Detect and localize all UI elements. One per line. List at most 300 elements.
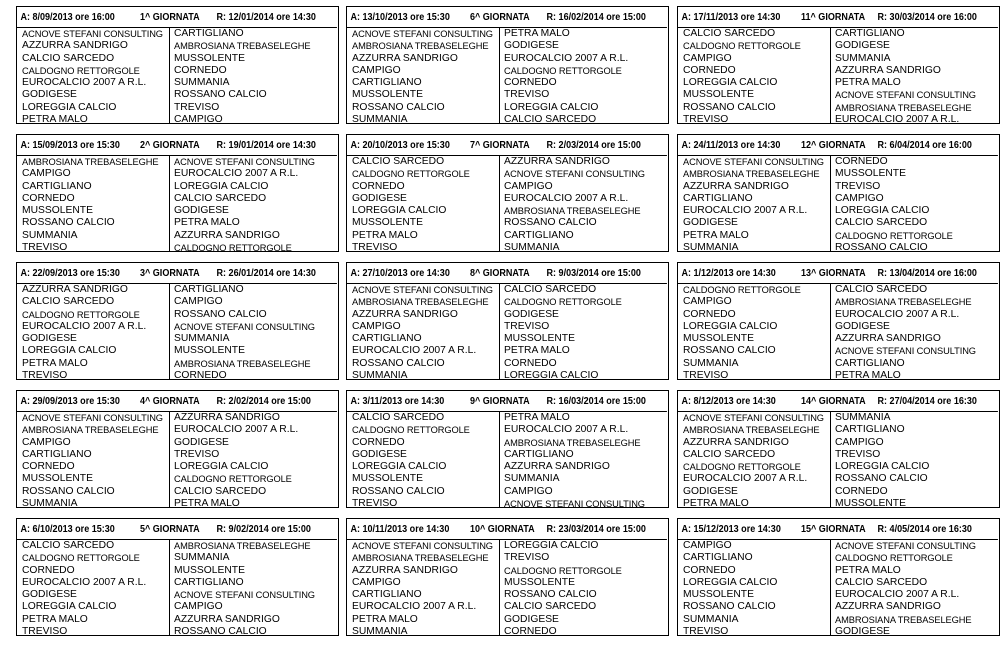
match-row bbox=[678, 333, 999, 345]
home-team: AMBROSIANA TREBASELEGHE bbox=[22, 425, 159, 436]
home-team: AMBROSIANA TREBASELEGHE bbox=[22, 157, 159, 167]
home-team: CAMPIGO bbox=[22, 436, 71, 448]
away-team: CARTIGLIANO bbox=[174, 284, 244, 295]
match-row bbox=[678, 412, 999, 424]
away-team: ACNOVE STEFANI CONSULTING bbox=[504, 499, 645, 510]
match-row bbox=[347, 321, 668, 333]
match-row bbox=[678, 601, 999, 613]
away-team: PETRA MALO bbox=[835, 77, 901, 89]
andata-date: A: 17/11/2013 ore 14:30 bbox=[681, 11, 781, 23]
home-team: CALDOGNO RETTORGOLE bbox=[683, 462, 801, 473]
round-header bbox=[17, 519, 337, 540]
giornata-label: 12^ GIORNATA bbox=[800, 139, 866, 151]
home-team: CALCIO SARCEDO bbox=[22, 296, 115, 308]
match-row bbox=[17, 193, 338, 205]
home-team: ACNOVE STEFANI CONSULTING bbox=[352, 29, 493, 39]
match-row bbox=[347, 102, 668, 114]
giornata-label: 2^ GIORNATA bbox=[139, 139, 200, 151]
home-team: ACNOVE STEFANI CONSULTING bbox=[683, 157, 824, 167]
home-team: AZZURRA SANDRIGO bbox=[22, 284, 128, 295]
match-row bbox=[17, 577, 338, 589]
home-team: SUMMANIA bbox=[352, 370, 408, 382]
match-row bbox=[347, 168, 668, 180]
home-team: CALDOGNO RETTORGOLE bbox=[352, 425, 470, 436]
home-team: ACNOVE STEFANI CONSULTING bbox=[22, 29, 163, 39]
match-row bbox=[17, 565, 338, 577]
away-team: CARTIGLIANO bbox=[504, 448, 574, 460]
match-row bbox=[347, 309, 668, 321]
away-team: CARTIGLIANO bbox=[835, 28, 905, 39]
home-team: CARTIGLIANO bbox=[22, 180, 92, 192]
away-team: AMBROSIANA TREBASELEGHE bbox=[835, 297, 972, 308]
match-row bbox=[17, 412, 338, 424]
match-row bbox=[347, 614, 668, 626]
away-team: SUMMANIA bbox=[835, 52, 891, 64]
away-team: MUSSOLENTE bbox=[174, 564, 245, 576]
match-list bbox=[347, 540, 668, 638]
match-row bbox=[17, 437, 338, 449]
home-team: EUROCALCIO 2007 A R.L. bbox=[22, 576, 147, 588]
match-list bbox=[347, 412, 668, 510]
match-row bbox=[17, 424, 338, 436]
match-list bbox=[678, 412, 999, 510]
home-team: CALCIO SARCEDO bbox=[352, 156, 445, 167]
away-team: SUMMANIA bbox=[174, 333, 230, 345]
away-team: EUROCALCIO 2007 A R.L. bbox=[835, 308, 960, 320]
round-box bbox=[346, 262, 669, 380]
giornata-label: 5^ GIORNATA bbox=[139, 523, 200, 535]
match-row bbox=[678, 230, 999, 242]
away-team: CARTIGLIANO bbox=[504, 229, 574, 241]
home-team: ROSSANO CALCIO bbox=[22, 485, 115, 497]
away-team: LOREGGIA CALCIO bbox=[504, 540, 599, 551]
match-row bbox=[678, 577, 999, 589]
match-row bbox=[678, 309, 999, 321]
home-team: TREVISO bbox=[352, 242, 398, 254]
away-team: CORNEDO bbox=[174, 370, 227, 382]
round-box bbox=[346, 134, 669, 252]
home-team: CALCIO SARCEDO bbox=[683, 448, 776, 460]
home-team: CALCIO SARCEDO bbox=[352, 412, 445, 423]
match-row bbox=[17, 40, 338, 52]
away-team: EUROCALCIO 2007 A R.L. bbox=[504, 192, 629, 204]
home-team: LOREGGIA CALCIO bbox=[352, 461, 447, 473]
match-row bbox=[678, 449, 999, 461]
match-list bbox=[678, 156, 999, 254]
match-row bbox=[347, 577, 668, 589]
home-team: EUROCALCIO 2007 A R.L. bbox=[683, 473, 808, 485]
match-row bbox=[347, 498, 668, 510]
match-row bbox=[347, 626, 668, 638]
giornata-label: 15^ GIORNATA bbox=[800, 523, 866, 535]
round-box bbox=[677, 390, 1000, 508]
away-team: CORNEDO bbox=[835, 156, 888, 167]
match-row bbox=[347, 412, 668, 424]
away-team: ROSSANO CALCIO bbox=[835, 473, 928, 485]
away-team: ROSSANO CALCIO bbox=[174, 308, 267, 320]
home-team: PETRA MALO bbox=[352, 613, 418, 625]
ritorno-date: R: 26/01/2014 ore 14:30 bbox=[216, 267, 316, 279]
away-team: LOREGGIA CALCIO bbox=[504, 370, 599, 382]
match-row bbox=[17, 321, 338, 333]
home-team: ROSSANO CALCIO bbox=[22, 217, 115, 229]
away-team: CALCIO SARCEDO bbox=[504, 601, 597, 613]
match-row bbox=[17, 181, 338, 193]
home-team: TREVISO bbox=[22, 626, 68, 638]
away-team: ACNOVE STEFANI CONSULTING bbox=[835, 90, 976, 101]
home-team: AMBROSIANA TREBASELEGHE bbox=[352, 297, 489, 308]
away-team: EUROCALCIO 2007 A R.L. bbox=[504, 52, 629, 64]
away-team: TREVISO bbox=[504, 552, 550, 564]
home-team: AZZURRA SANDRIGO bbox=[352, 564, 458, 576]
home-team: CARTIGLIANO bbox=[683, 192, 753, 204]
giornata-label: 11^ GIORNATA bbox=[800, 11, 866, 23]
match-row bbox=[678, 181, 999, 193]
home-team: CORNEDO bbox=[22, 564, 75, 576]
away-team: MUSSOLENTE bbox=[835, 168, 906, 180]
away-team: CARTIGLIANO bbox=[174, 28, 244, 39]
match-row bbox=[678, 28, 999, 40]
away-team: ACNOVE STEFANI CONSULTING bbox=[504, 169, 645, 180]
home-team: GODIGESE bbox=[683, 485, 738, 497]
away-team: ROSSANO CALCIO bbox=[835, 242, 928, 254]
match-list bbox=[347, 156, 668, 254]
home-team: SUMMANIA bbox=[683, 357, 739, 369]
match-row bbox=[347, 28, 668, 40]
match-row bbox=[347, 449, 668, 461]
home-team: CARTIGLIANO bbox=[352, 77, 422, 89]
home-team: EUROCALCIO 2007 A R.L. bbox=[22, 320, 147, 332]
home-team: GODIGESE bbox=[22, 333, 77, 345]
round-box bbox=[16, 518, 339, 636]
away-team: GODIGESE bbox=[504, 40, 559, 52]
giornata-label: 1^ GIORNATA bbox=[139, 11, 200, 23]
home-team: AMBROSIANA TREBASELEGHE bbox=[352, 553, 489, 564]
round-box bbox=[677, 134, 1000, 252]
round-header bbox=[678, 519, 998, 540]
home-team: CARTIGLIANO bbox=[352, 589, 422, 601]
home-team: MUSSOLENTE bbox=[352, 217, 423, 229]
away-team: TREVISO bbox=[174, 448, 220, 460]
home-team: PETRA MALO bbox=[22, 613, 88, 625]
away-team: CALDOGNO RETTORGOLE bbox=[835, 230, 953, 241]
home-team: GODIGESE bbox=[22, 89, 77, 101]
match-row bbox=[17, 626, 338, 638]
home-team: CAMPIGO bbox=[352, 576, 401, 588]
match-row bbox=[678, 284, 999, 296]
home-team: SUMMANIA bbox=[352, 626, 408, 638]
home-team: CALCIO SARCEDO bbox=[683, 28, 776, 39]
home-team: AMBROSIANA TREBASELEGHE bbox=[683, 169, 820, 180]
home-team: MUSSOLENTE bbox=[22, 205, 93, 217]
away-team: CAMPIGO bbox=[835, 436, 884, 448]
andata-date: A: 3/11/2013 ore 14:30 bbox=[350, 395, 445, 407]
home-team: EUROCALCIO 2007 A R.L. bbox=[22, 77, 147, 89]
match-row bbox=[678, 486, 999, 498]
match-row bbox=[678, 205, 999, 217]
andata-date: A: 20/10/2013 ore 15:30 bbox=[350, 139, 450, 151]
ritorno-date: R: 4/05/2014 ore 16:30 bbox=[877, 523, 972, 535]
away-team: CORNEDO bbox=[504, 77, 557, 89]
match-row bbox=[347, 230, 668, 242]
match-row bbox=[17, 205, 338, 217]
home-team: AZZURRA SANDRIGO bbox=[683, 436, 789, 448]
match-row bbox=[678, 168, 999, 180]
home-team: CALCIO SARCEDO bbox=[22, 540, 115, 551]
home-team: ROSSANO CALCIO bbox=[683, 345, 776, 357]
home-team: CALDOGNO RETTORGOLE bbox=[22, 65, 140, 76]
home-team: SUMMANIA bbox=[22, 229, 78, 241]
match-row bbox=[17, 333, 338, 345]
away-team: PETRA MALO bbox=[504, 412, 570, 423]
home-team: AMBROSIANA TREBASELEGHE bbox=[683, 425, 820, 436]
round-header bbox=[17, 135, 337, 156]
home-team: ACNOVE STEFANI CONSULTING bbox=[352, 541, 493, 551]
away-team: AZZURRA SANDRIGO bbox=[835, 601, 941, 613]
match-list bbox=[678, 28, 999, 126]
home-team: TREVISO bbox=[683, 626, 729, 638]
giornata-label: 9^ GIORNATA bbox=[469, 395, 530, 407]
round-header bbox=[347, 135, 667, 156]
ritorno-date: R: 23/03/2014 ore 15:00 bbox=[546, 523, 646, 535]
ritorno-date: R: 9/02/2014 ore 15:00 bbox=[216, 523, 311, 535]
match-row bbox=[678, 424, 999, 436]
away-team: CAMPIGO bbox=[504, 485, 553, 497]
round-box bbox=[346, 6, 669, 124]
andata-date: A: 27/10/2013 ore 14:30 bbox=[350, 267, 450, 279]
round-header bbox=[678, 263, 998, 284]
match-row bbox=[678, 217, 999, 229]
match-row bbox=[678, 345, 999, 357]
match-row bbox=[17, 77, 338, 89]
away-team: CALDOGNO RETTORGOLE bbox=[174, 474, 292, 485]
home-team: LOREGGIA CALCIO bbox=[683, 576, 778, 588]
match-row bbox=[678, 540, 999, 552]
away-team: LOREGGIA CALCIO bbox=[835, 461, 930, 473]
match-row bbox=[678, 565, 999, 577]
match-row bbox=[678, 437, 999, 449]
away-team: CORNEDO bbox=[835, 485, 888, 497]
away-team: ACNOVE STEFANI CONSULTING bbox=[174, 157, 315, 167]
away-team: CORNEDO bbox=[504, 357, 557, 369]
match-row bbox=[17, 168, 338, 180]
match-row bbox=[17, 89, 338, 101]
away-team: MUSSOLENTE bbox=[504, 333, 575, 345]
giornata-label: 14^ GIORNATA bbox=[800, 395, 866, 407]
round-header bbox=[17, 7, 337, 28]
home-team: AZZURRA SANDRIGO bbox=[22, 40, 128, 52]
round-header bbox=[17, 263, 337, 284]
round-header bbox=[347, 391, 667, 412]
round-box bbox=[16, 134, 339, 252]
round-header bbox=[347, 263, 667, 284]
match-row bbox=[678, 242, 999, 254]
andata-date: A: 6/10/2013 ore 15:30 bbox=[20, 523, 115, 535]
away-team: LOREGGIA CALCIO bbox=[174, 180, 269, 192]
away-team: TREVISO bbox=[835, 180, 881, 192]
match-row bbox=[347, 53, 668, 65]
match-row bbox=[347, 358, 668, 370]
home-team: LOREGGIA CALCIO bbox=[352, 205, 447, 217]
match-row bbox=[678, 65, 999, 77]
away-team: SUMMANIA bbox=[174, 552, 230, 564]
match-list bbox=[678, 540, 999, 638]
match-row bbox=[17, 284, 338, 296]
match-list bbox=[678, 284, 999, 382]
match-row bbox=[678, 614, 999, 626]
match-row bbox=[347, 65, 668, 77]
away-team: CAMPIGO bbox=[174, 601, 223, 613]
home-team: EUROCALCIO 2007 A R.L. bbox=[352, 601, 477, 613]
home-team: PETRA MALO bbox=[352, 229, 418, 241]
match-list bbox=[347, 28, 668, 126]
away-team: CALCIO SARCEDO bbox=[504, 284, 597, 295]
away-team: CAMPIGO bbox=[835, 192, 884, 204]
away-team: ACNOVE STEFANI CONSULTING bbox=[174, 590, 315, 601]
away-team: AMBROSIANA TREBASELEGHE bbox=[174, 41, 311, 52]
match-row bbox=[347, 424, 668, 436]
away-team: AZZURRA SANDRIGO bbox=[174, 412, 280, 423]
match-row bbox=[678, 40, 999, 52]
away-team: CORNEDO bbox=[174, 64, 227, 76]
match-row bbox=[678, 77, 999, 89]
match-row bbox=[347, 437, 668, 449]
away-team: ROSSANO CALCIO bbox=[174, 89, 267, 101]
ritorno-date: R: 19/01/2014 ore 14:30 bbox=[216, 139, 316, 151]
match-row bbox=[347, 89, 668, 101]
home-team: CARTIGLIANO bbox=[352, 333, 422, 345]
home-team: CAMPIGO bbox=[352, 320, 401, 332]
away-team: ROSSANO CALCIO bbox=[174, 626, 267, 638]
home-team: LOREGGIA CALCIO bbox=[683, 320, 778, 332]
match-row bbox=[347, 565, 668, 577]
giornata-label: 4^ GIORNATA bbox=[139, 395, 200, 407]
match-row bbox=[678, 370, 999, 382]
away-team: AMBROSIANA TREBASELEGHE bbox=[835, 102, 972, 113]
match-list bbox=[17, 540, 338, 638]
home-team: CORNEDO bbox=[22, 461, 75, 473]
away-team: PETRA MALO bbox=[174, 217, 240, 229]
round-box bbox=[16, 6, 339, 124]
match-row bbox=[347, 193, 668, 205]
home-team: ROSSANO CALCIO bbox=[683, 101, 776, 113]
andata-date: A: 29/09/2013 ore 15:30 bbox=[20, 395, 120, 407]
match-row bbox=[17, 370, 338, 382]
round-header bbox=[17, 391, 337, 412]
round-box bbox=[16, 262, 339, 380]
away-team: MUSSOLENTE bbox=[174, 345, 245, 357]
home-team: PETRA MALO bbox=[22, 114, 88, 126]
match-row bbox=[678, 498, 999, 510]
home-team: TREVISO bbox=[352, 498, 398, 510]
away-team: GODIGESE bbox=[174, 436, 229, 448]
round-header bbox=[678, 391, 998, 412]
home-team: CAMPIGO bbox=[22, 168, 71, 180]
away-team: AMBROSIANA TREBASELEGHE bbox=[835, 614, 972, 625]
home-team: CORNEDO bbox=[352, 436, 405, 448]
match-row bbox=[678, 358, 999, 370]
match-row bbox=[17, 449, 338, 461]
match-row bbox=[17, 114, 338, 126]
home-team: ROSSANO CALCIO bbox=[683, 601, 776, 613]
andata-date: A: 15/09/2013 ore 15:30 bbox=[20, 139, 120, 151]
home-team: CAMPIGO bbox=[352, 64, 401, 76]
match-row bbox=[678, 193, 999, 205]
andata-date: A: 10/11/2013 ore 14:30 bbox=[350, 523, 450, 535]
away-team: SUMMANIA bbox=[504, 242, 560, 254]
match-row bbox=[678, 102, 999, 114]
away-team: LOREGGIA CALCIO bbox=[504, 101, 599, 113]
home-team: PETRA MALO bbox=[683, 498, 749, 510]
home-team: TREVISO bbox=[683, 114, 729, 126]
match-row bbox=[17, 102, 338, 114]
away-team: ACNOVE STEFANI CONSULTING bbox=[174, 321, 315, 332]
home-team: ACNOVE STEFANI CONSULTING bbox=[683, 413, 824, 423]
match-row bbox=[17, 589, 338, 601]
match-row bbox=[17, 309, 338, 321]
away-team: CAMPIGO bbox=[504, 180, 553, 192]
giornata-label: 8^ GIORNATA bbox=[469, 267, 530, 279]
away-team: PETRA MALO bbox=[174, 498, 240, 510]
home-team: MUSSOLENTE bbox=[683, 589, 754, 601]
match-row bbox=[347, 589, 668, 601]
ritorno-date: R: 12/01/2014 ore 14:30 bbox=[216, 11, 316, 23]
match-list bbox=[17, 28, 338, 126]
home-team: ACNOVE STEFANI CONSULTING bbox=[22, 413, 163, 423]
away-team: AZZURRA SANDRIGO bbox=[835, 333, 941, 345]
away-team: GODIGESE bbox=[504, 613, 559, 625]
round-header bbox=[678, 135, 998, 156]
andata-date: A: 1/12/2013 ore 14:30 bbox=[681, 267, 776, 279]
match-row bbox=[17, 614, 338, 626]
away-team: CALCIO SARCEDO bbox=[835, 284, 928, 295]
match-row bbox=[678, 552, 999, 564]
away-team: ACNOVE STEFANI CONSULTING bbox=[835, 346, 976, 357]
ritorno-date: R: 2/03/2014 ore 15:00 bbox=[546, 139, 641, 151]
home-team: ROSSANO CALCIO bbox=[352, 101, 445, 113]
home-team: SUMMANIA bbox=[683, 242, 739, 254]
away-team: CORNEDO bbox=[504, 626, 557, 638]
home-team: LOREGGIA CALCIO bbox=[22, 601, 117, 613]
home-team: CORNEDO bbox=[683, 64, 736, 76]
home-team: CARTIGLIANO bbox=[22, 448, 92, 460]
match-row bbox=[17, 540, 338, 552]
match-row bbox=[678, 114, 999, 126]
away-team: CALCIO SARCEDO bbox=[174, 192, 267, 204]
home-team: EUROCALCIO 2007 A R.L. bbox=[352, 345, 477, 357]
home-team: AZZURRA SANDRIGO bbox=[352, 308, 458, 320]
away-team: CARTIGLIANO bbox=[835, 357, 905, 369]
home-team: CAMPIGO bbox=[683, 52, 732, 64]
round-box bbox=[346, 518, 669, 636]
home-team: CORNEDO bbox=[683, 564, 736, 576]
match-row bbox=[347, 296, 668, 308]
giornata-label: 6^ GIORNATA bbox=[469, 11, 530, 23]
away-team: CALCIO SARCEDO bbox=[504, 114, 597, 126]
home-team: AZZURRA SANDRIGO bbox=[352, 52, 458, 64]
away-team: GODIGESE bbox=[835, 40, 890, 52]
away-team: TREVISO bbox=[835, 448, 881, 460]
home-team: MUSSOLENTE bbox=[683, 333, 754, 345]
away-team: SUMMANIA bbox=[504, 473, 560, 485]
match-row bbox=[347, 284, 668, 296]
home-team: CORNEDO bbox=[352, 180, 405, 192]
ritorno-date: R: 16/02/2014 ore 15:00 bbox=[546, 11, 646, 23]
away-team: AZZURRA SANDRIGO bbox=[504, 461, 610, 473]
round-header bbox=[678, 7, 998, 28]
away-team: SUMMANIA bbox=[835, 412, 891, 423]
home-team: PETRA MALO bbox=[22, 357, 88, 369]
